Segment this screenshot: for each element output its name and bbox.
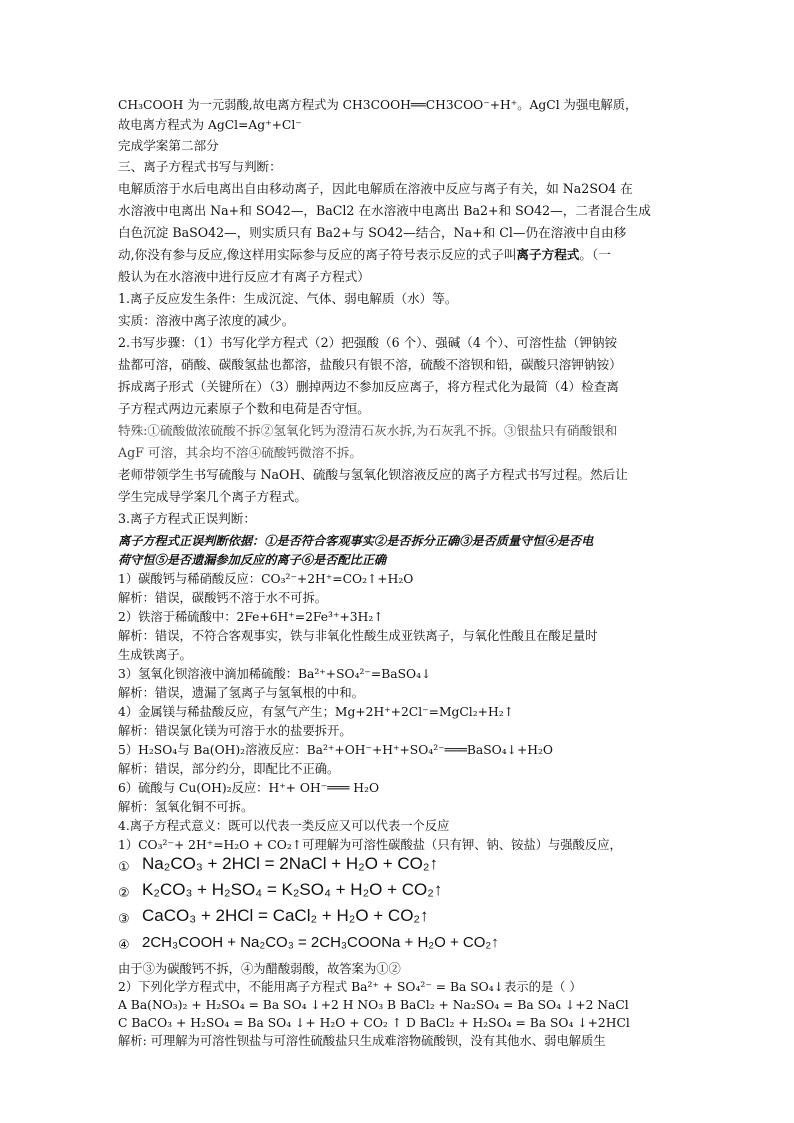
text-line: 解析：错误，碳酸钙不溶于水不可拆。 (118, 591, 328, 605)
text-span: 。（一 (579, 247, 611, 262)
text-line: 实质：溶液中离子浓度的减少。 (118, 313, 295, 328)
text-line: 6）硫酸与 Cu(OH)₂反应：H⁺+ OH⁻═══ H₂O (118, 781, 380, 795)
equation-3 (118, 906, 638, 932)
text-line: 1）CO₃²⁻+ 2H⁺=H₂O + CO₂↑可理解为可溶性碳酸盐（只有钾、钠、铵盐）与强酸反应， (118, 838, 622, 852)
text-line (118, 246, 680, 264)
equation-formula: 2CH₃COOH + Na₂CO₃ = 2CH₃COONa + H₂O + CO₂↑ (142, 934, 499, 951)
bold-text-line: 离子方程式正误判断依据：①是否符合客观事实②是否拆分正确③是否质量守恒④是否电 (118, 534, 594, 548)
equation-4 (118, 932, 638, 958)
text-line: 子方程式两边元素原子个数和电荷是否守恒。 (118, 401, 370, 416)
text-line: 2）下列化学方程式中，不能用离子方程式 Ba²⁺ + SO₄²⁻ = Ba SO₄↓表示的是（ ） (118, 980, 582, 994)
text-line: 般认为在水溶液中进行反应才有离子方程式） (118, 269, 370, 284)
text-line: 4.离子方程式意义：既可以代表一类反应又可以代表一个反应 (118, 819, 450, 833)
section-heading: 三、离子方程式书写与判断： (118, 159, 282, 174)
text-line: 3.离子方程式正误判断： (118, 511, 256, 526)
equation-number: ② (118, 886, 130, 901)
text-line: 4）金属镁与稀盐酸反应，有氢气产生；Mg+2H⁺+2Cl⁻=MgCl₂+H₂↑ (118, 705, 514, 719)
text-line: 解析：错误氯化镁为可溶于水的盐要拆开。 (118, 724, 352, 738)
text-line: 解析：错误，遗漏了氢离子与氢氧根的中和。 (118, 686, 364, 700)
text-line: CH₃COOH 为一元弱酸,故电离方程式为 CH3COOH══CH3COO⁻+H⁺。AgCl 为强电解质， (118, 98, 638, 112)
equation-formula: K₂CO₃ + H₂SO₄ = K₂SO₄ + H₂O + CO₂↑ (142, 880, 443, 899)
equation-2 (118, 880, 638, 906)
text-line: 2）铁溶于稀硫酸中：2Fe+6H⁺=2Fe³⁺+3H₂↑ (118, 610, 384, 624)
text-line: 完成学案第二部分 (118, 138, 219, 153)
text-line: 5）H₂SO₄与 Ba(OH)₂溶液反应：Ba²⁺+OH⁻+H⁺+SO₄²⁻═══BaSO₄↓+H₂O (118, 743, 554, 757)
text-line: 故电离方程式为 AgCl=Ag⁺+Cl⁻ (118, 118, 302, 132)
text-line: 由于③为碳酸钙不拆，④为醋酸弱酸，故答案为①② (118, 962, 401, 976)
text-line: 水溶液中电离出 Na+和 SO42—，BaCl2 在水溶液中电离出 Ba2+和 SO42—，二者混合生成 (118, 203, 651, 218)
text-line: 生成铁离子。 (118, 648, 192, 662)
text-line: 盐都可溶，硝酸、碳酸氢盐也都溶，盐酸只有银不溶，硫酸不溶钡和铅，碳酸只溶钾钠铵） (118, 357, 622, 372)
equation-1 (118, 854, 638, 880)
text-line: AgF 可溶，其余均不溶④硫酸钙微溶不拆。 (118, 445, 362, 460)
text-line: 1.离子反应发生条件：生成沉淀、气体、弱电解质（水）等。 (118, 291, 458, 306)
equation-number: ③ (118, 912, 130, 927)
text-line: 2.书写步骤：（1）书写化学方程式（2）把强酸（6 个）、强碱（4 个）、可溶性盐（钾钠铵 (118, 335, 618, 350)
keyword: 离子方程式 (516, 247, 580, 262)
text-line: 老师带领学生书写硫酸与 NaOH、硫酸与氢氧化钡溶液反应的离子方程式书写过程。然后让 (118, 467, 628, 482)
text-line: 1）碳酸钙与稀硝酸反应：CO₃²⁻+2H⁺=CO₂↑+H₂O (118, 572, 414, 586)
text-line: 学生完成导学案几个离子方程式。 (118, 489, 307, 504)
option-line: A Ba(NO₃)₂ + H₂SO₄ = Ba SO₄ ↓+2 H NO₃ B BaCl₂ + Na₂SO₄ = Ba SO₄ ↓+2 NaCl (118, 998, 629, 1012)
text-span: 动,你没有参与反应,像这样用实际参与反应的离子符号表示反应的式子叫 (118, 247, 517, 262)
text-line: 电解质溶于水后电离出自由移动离子，因此电解质在溶液中反应与离子有关，如 Na2SO4 在 (118, 181, 633, 196)
bold-text-line: 荷守恒⑤是否遗漏参加反应的离子⑥是否配比正确 (118, 553, 387, 567)
text-line: 3）氢氧化钡溶液中滴加稀硫酸：Ba²⁺+SO₄²⁻=BaSO₄↓ (118, 667, 432, 681)
equation-number: ④ (118, 938, 130, 953)
text-line: 拆成离子形式（关键所在）（3）删掉两边不参加反应离子，将方程式化为最简（4）检查离 (118, 379, 619, 394)
text-line: 特殊:①硫酸做浓硫酸不拆②氢氧化钙为澄清石灰水拆,为石灰乳不拆。③银盐只有硝酸银和 (118, 423, 618, 438)
equation-formula: CaCO₃ + 2HCl = CaCl₂ + H₂O + CO₂↑ (142, 906, 429, 925)
equation-formula: Na₂CO₃ + 2HCl = 2NaCl + H₂O + CO₂↑ (142, 854, 438, 873)
text-line: 白色沉淀 BaSO42—，则实质只有 Ba2+与 SO42—结合，Na+和 Cl—仍在溶液中自由移 (118, 225, 627, 240)
option-line: C BaCO₃ + H₂SO₄ = Ba SO₄ ↓+ H₂O + CO₂ ↑ D BaCl₂ + H₂SO₄ = Ba SO₄ ↓+2HCl (118, 1016, 630, 1030)
equation-number: ① (118, 860, 130, 875)
text-line: 解析：错误，不符合客观事实，铁与非氧化性酸生成亚铁离子，与氧化性酸且在酸足量时 (118, 629, 598, 643)
text-line: 解析：氢氧化铜不可拆。 (118, 800, 254, 814)
text-line: 解析：错误，部分约分，即配比不正确。 (118, 762, 340, 776)
text-line: 解析: 可理解为可溶性钡盐与可溶性硫酸盐只生成难溶物硫酸钡，没有其他水、弱电解质生 (118, 1034, 606, 1048)
